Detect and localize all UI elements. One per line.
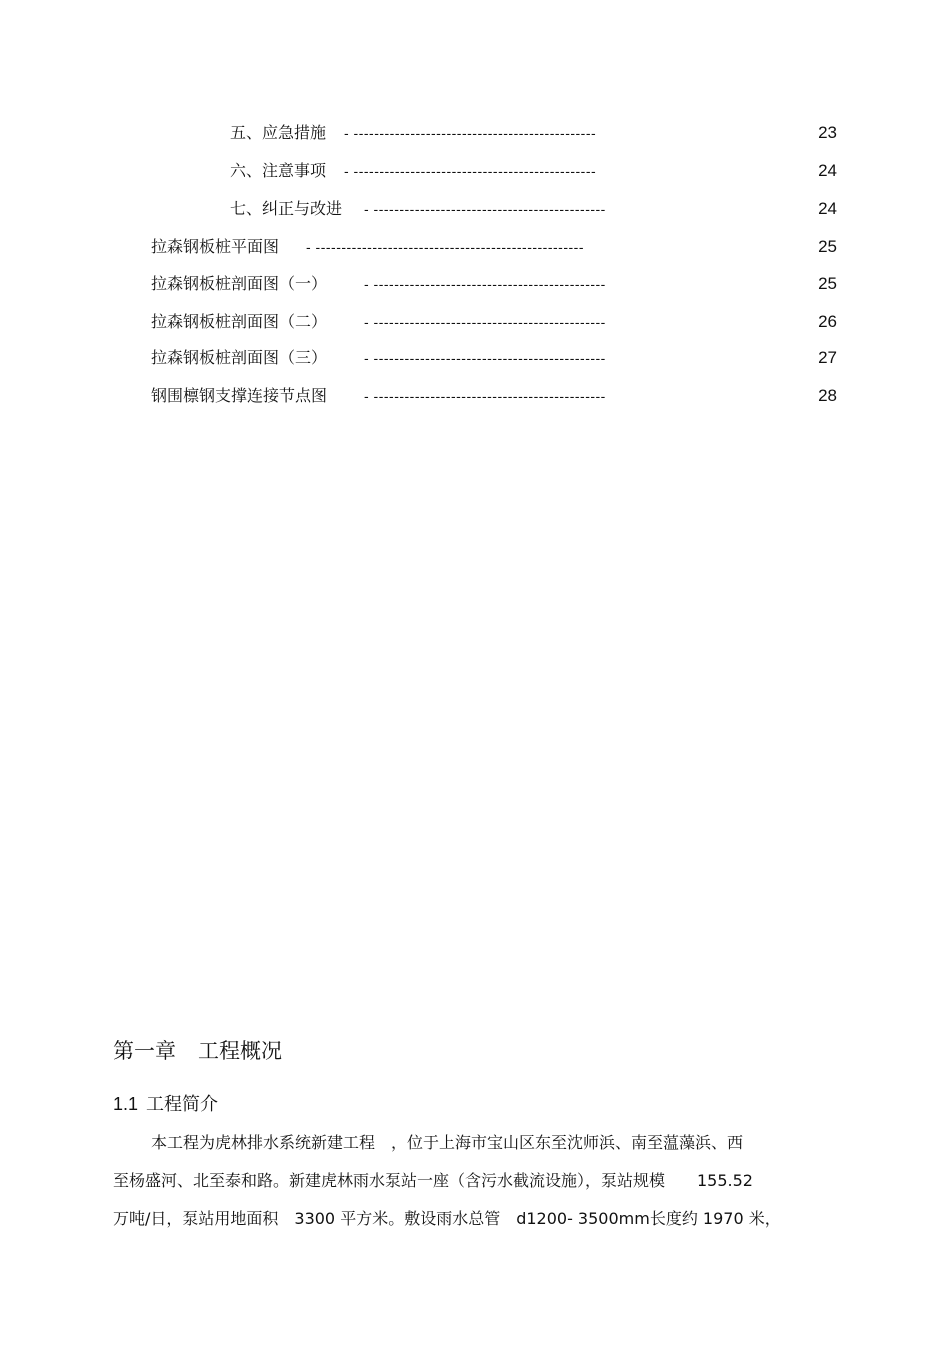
toc-entry[interactable]: [0, 121, 950, 145]
chapter-label: 第一章: [113, 1039, 176, 1063]
toc-leader-dots: - ---------------------------------------------: [364, 388, 606, 404]
toc-entry[interactable]: [0, 346, 950, 370]
chapter-title-text: 工程概况: [198, 1039, 282, 1063]
toc-entry-title: 钢围檩钢支撑连接节点图: [151, 386, 328, 405]
toc-entry-title: 五、应急措施: [230, 123, 327, 142]
toc-entry[interactable]: [0, 235, 950, 259]
toc-leader-dots: - ---------------------------------------------: [364, 201, 606, 217]
toc-entry-title: 拉森钢板桩剖面图（一）: [151, 274, 328, 293]
section-heading: [113, 1090, 218, 1119]
section-title-text: 工程简介: [146, 1094, 219, 1115]
toc-page-number: 26: [818, 312, 837, 331]
paragraph-line: 本工程为虎林排水系统新建工程 ，位于上海市宝山区东至沈师浜、南至蕰藻浜、西: [151, 1133, 744, 1152]
toc-leader-dots: - -----------------------------------------------: [344, 125, 597, 141]
toc-entry-title: 拉森钢板桩平面图: [151, 237, 280, 256]
toc-entry[interactable]: [0, 197, 950, 221]
toc-page-number: 28: [818, 386, 837, 405]
chapter-heading: [113, 1036, 282, 1066]
toc-entry[interactable]: [0, 384, 950, 408]
section-number: 1.1: [113, 1094, 139, 1114]
paragraph-line: 至杨盛河、北至泰和路。新建虎林雨水泵站一座（含污水截流设施），泵站规模 155.52: [113, 1171, 753, 1190]
toc-page-number: 24: [818, 161, 837, 180]
toc-page-number: 23: [818, 123, 837, 142]
paragraph-line: 万吨/日，泵站用地面积 3300 平方米。敷设雨水总管 d1200- 3500mm长度约 1970 米，: [113, 1209, 781, 1228]
toc-entry-title: 拉森钢板桩剖面图（二）: [151, 312, 328, 331]
toc-leader-dots: - ---------------------------------------------: [364, 314, 606, 330]
toc-entry-title: 六、注意事项: [230, 161, 327, 180]
toc-leader-dots: - ----------------------------------------------------: [306, 239, 584, 255]
toc-page-number: 24: [818, 199, 837, 218]
toc-entry[interactable]: [0, 159, 950, 183]
toc-entry-title: 七、纠正与改进: [230, 199, 343, 218]
toc-page-number: 27: [818, 348, 837, 367]
toc-leader-dots: - ---------------------------------------------: [364, 276, 606, 292]
toc-page-number: 25: [818, 237, 837, 256]
toc-entry[interactable]: [0, 272, 950, 296]
toc-page-number: 25: [818, 274, 837, 293]
toc-leader-dots: - ---------------------------------------------: [364, 350, 606, 366]
toc-entry[interactable]: [0, 310, 950, 334]
toc-entry-title: 拉森钢板桩剖面图（三）: [151, 348, 328, 367]
toc-leader-dots: - -----------------------------------------------: [344, 163, 597, 179]
